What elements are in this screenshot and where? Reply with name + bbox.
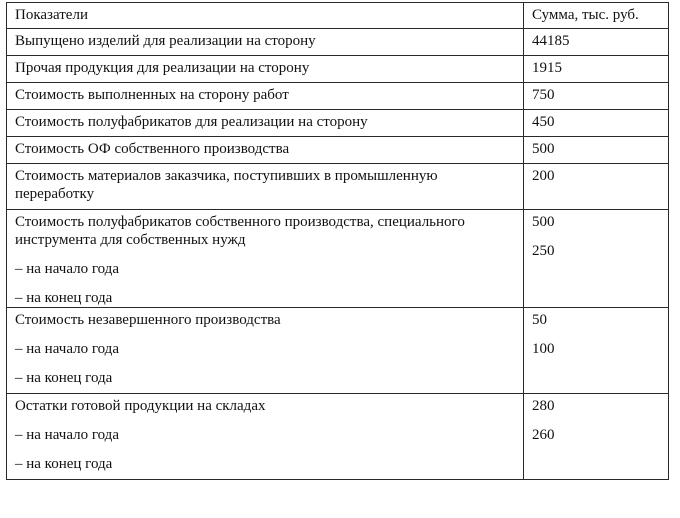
- label-line: Остатки готовой продукции на складах: [15, 398, 266, 414]
- row-value: [524, 137, 669, 164]
- value-line: 44185: [532, 33, 570, 49]
- row-value: [524, 56, 669, 83]
- label-line: Прочая продукция для реализации на сторону: [15, 60, 310, 76]
- label-line: – на конец года: [15, 456, 113, 472]
- value-line: 100: [532, 341, 555, 357]
- value-line: 50: [532, 312, 547, 328]
- row-label: [7, 210, 524, 308]
- label-line: Стоимость выполненных на сторону работ: [15, 87, 289, 103]
- label-line: Выпущено изделий для реализации на сторону: [15, 33, 316, 49]
- table-row: [7, 137, 669, 164]
- label-line: – на начало года: [15, 341, 119, 357]
- table-row: [7, 308, 669, 394]
- label-line: – на конец года: [15, 370, 113, 386]
- row-value: [524, 308, 669, 394]
- table-row: [7, 164, 669, 210]
- label-line: – на начало года: [15, 261, 119, 277]
- table-row: [7, 83, 669, 110]
- value-line: 450: [532, 114, 555, 130]
- row-label: [7, 83, 524, 110]
- value-line: 1915: [532, 60, 562, 76]
- table-row: [7, 56, 669, 83]
- indicators-table: [6, 2, 669, 480]
- label-line: инструмента для собственных нужд: [15, 232, 246, 248]
- label-line: Стоимость ОФ собственного производства: [15, 141, 290, 157]
- row-value: [524, 83, 669, 110]
- label-line: Стоимость материалов заказчика, поступивших в промышленную: [15, 168, 438, 184]
- row-label: [7, 394, 524, 480]
- row-value: [524, 29, 669, 56]
- table-row: [7, 210, 669, 308]
- header-sum: Сумма, тыс. руб.: [524, 3, 669, 29]
- row-label: [7, 164, 524, 210]
- value-line: 260: [532, 427, 555, 443]
- row-label: [7, 137, 524, 164]
- value-line: 500: [532, 214, 555, 230]
- header-indicators: Показатели: [7, 3, 524, 29]
- row-value: [524, 110, 669, 137]
- row-label: [7, 56, 524, 83]
- table-header-row: [7, 3, 669, 29]
- row-label: [7, 29, 524, 56]
- table-row: [7, 29, 669, 56]
- table-row: [7, 110, 669, 137]
- row-value: [524, 164, 669, 210]
- label-line: Стоимость незавершенного производства: [15, 312, 281, 328]
- label-line: – на конец года: [15, 290, 113, 306]
- table-row: [7, 394, 669, 480]
- label-line: – на начало года: [15, 427, 119, 443]
- label-line: Стоимость полуфабрикатов для реализации на сторону: [15, 114, 368, 130]
- label-line: переработку: [15, 186, 95, 202]
- label-line: Стоимость полуфабрикатов собственного производства, специального: [15, 214, 465, 230]
- row-label: [7, 110, 524, 137]
- value-line: 750: [532, 87, 555, 103]
- value-line: 500: [532, 141, 555, 157]
- value-line: 200: [532, 168, 555, 184]
- row-label: [7, 308, 524, 394]
- value-line: 280: [532, 398, 555, 414]
- row-value: [524, 210, 669, 308]
- value-line: 250: [532, 243, 555, 259]
- row-value: [524, 394, 669, 480]
